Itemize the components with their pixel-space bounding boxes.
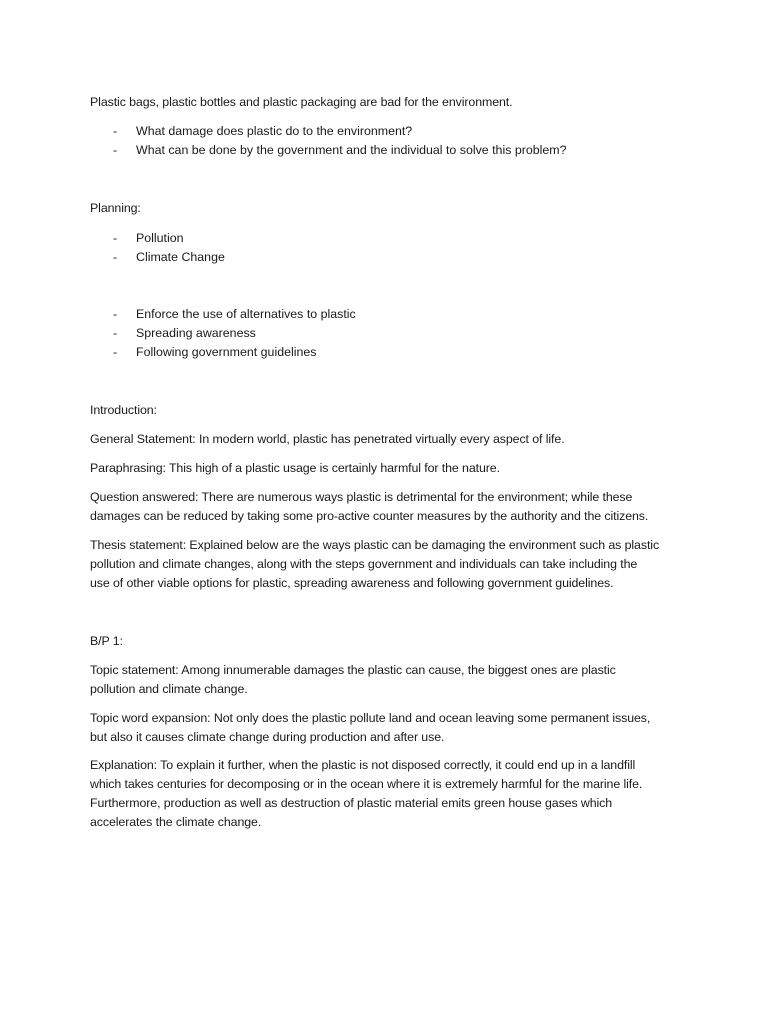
question-answered-line: Question answered: There are numerous ways plastic is detrimental for the environment; while these [90, 490, 633, 504]
explanation-line: Explanation: To explain it further, when the plastic is not disposed correctly, it could end up in a landfill [90, 758, 636, 772]
bullet-dash: - [113, 143, 118, 157]
planning-heading: Planning: [90, 201, 141, 215]
bp1-heading: B/P 1: [90, 634, 123, 648]
paraphrasing: Paraphrasing: This high of a plastic usage is certainly harmful for the nature. [90, 461, 500, 475]
explanation-line: accelerates the climate change. [90, 815, 262, 829]
planning-item-alternatives: Enforce the use of alternatives to plastic [136, 307, 356, 321]
topic-expansion-line: but also it causes climate change during production and after use. [90, 730, 445, 744]
bullet-dash: - [113, 250, 118, 264]
question-2: What can be done by the government and the individual to solve this problem? [136, 143, 567, 157]
bullet-dash: - [113, 307, 118, 321]
explanation-line: Furthermore, production as well as destruction of plastic material emits green house gases which [90, 796, 613, 810]
explanation-line: which takes centuries for decomposing or in the ocean where it is extremely harmful for the marine life. [90, 777, 643, 791]
essay-prompt: Plastic bags, plastic bottles and plastic packaging are bad for the environment. [90, 95, 513, 109]
topic-expansion-line: Topic word expansion: Not only does the plastic pollute land and ocean leaving some permanent issues, [90, 711, 651, 725]
bullet-dash: - [113, 124, 118, 138]
planning-item-awareness: Spreading awareness [136, 326, 256, 340]
introduction-heading: Introduction: [90, 403, 157, 417]
bullet-dash: - [113, 345, 118, 359]
planning-item-climate-change: Climate Change [136, 250, 225, 264]
bullet-dash: - [113, 231, 118, 245]
bullet-dash: - [113, 326, 118, 340]
thesis-line: pollution and climate changes, along with the steps government and individuals can take including the [90, 557, 638, 571]
thesis-line: use of other viable options for plastic, spreading awareness and following government guidelines. [90, 576, 614, 590]
question-answered-line: damages can be reduced by taking some pro-active counter measures by the authority and the citizens. [90, 509, 649, 523]
general-statement: General Statement: In modern world, plastic has penetrated virtually every aspect of life. [90, 432, 565, 446]
question-1: What damage does plastic do to the environment? [136, 124, 413, 138]
planning-item-pollution: Pollution [136, 231, 184, 245]
topic-statement-line: pollution and climate change. [90, 682, 248, 696]
thesis-line: Thesis statement: Explained below are the ways plastic can be damaging the environment such as plastic [90, 538, 660, 552]
planning-item-guidelines: Following government guidelines [136, 345, 317, 359]
topic-statement-line: Topic statement: Among innumerable damages the plastic can cause, the biggest ones are plastic [90, 663, 616, 677]
